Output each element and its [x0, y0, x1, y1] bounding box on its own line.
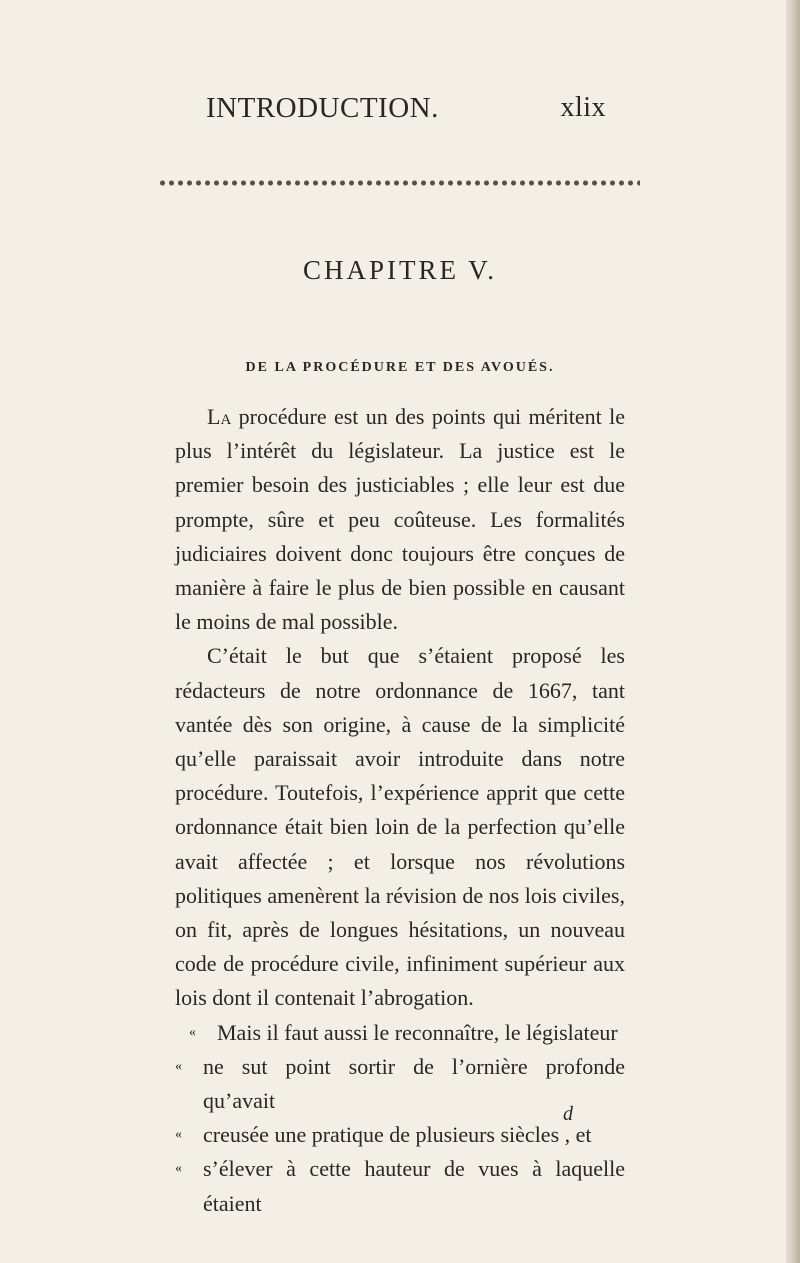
paragraph-lead: La	[207, 404, 232, 429]
paragraph	[175, 400, 625, 639]
quote-line	[175, 1050, 625, 1118]
chapter-subtitle: DE LA PROCÉDURE ET DES AVOUÉS.	[245, 360, 555, 375]
paragraph	[175, 639, 625, 1015]
quote-mark: «	[189, 1024, 196, 1040]
running-head-title: INTRODUCTION.	[206, 92, 439, 124]
page-edge	[786, 0, 800, 1263]
paragraph-text: procédure est un des points qui méritent le plus l’intérêt du législateur. La justice est le premier besoin des justiciables ; elle leur est due prompte, sûre et peu coûteuse. Les formalités judiciaires doivent donc toujours être conçues de manière à faire le plus de bien possible en causant le moins de mal possible.	[175, 404, 625, 635]
decorative-rule	[158, 178, 640, 188]
page-number: xlix	[560, 92, 606, 123]
quote-text: s’élever à cette hauteur de vues à laquelle étaient	[203, 1156, 625, 1216]
quote-mark: «	[175, 1161, 182, 1177]
quote-text: Mais il faut aussi le reconnaître, le législateur	[217, 1019, 618, 1045]
quotation	[175, 1016, 625, 1221]
quote-text: creusée une pratique de plusieurs siècles , et	[203, 1122, 592, 1148]
quote-mark: «	[175, 1058, 182, 1074]
quote-line	[175, 1118, 625, 1152]
running-head	[206, 92, 606, 125]
quote-text: ne sut point sortir de l’ornière profonde qu’avait	[203, 1053, 625, 1114]
quote-mark: «	[175, 1127, 182, 1143]
paragraph-text: C’était le but que s’étaient proposé les rédacteurs de notre ordonnance de 1667, tant vantée dès son origine, à cause de la simplicité qu’elle paraissait avoir introduite dans notre procédure. Toutefois, l’expérience apprit que cette ordonnance était bien loin de la perfection qu’elle avait affectée ; et lorsque nos révolutions politiques amenèrent la révision de nos lois civiles, on fit, après de longues hésitations, un nouveau code de procédure civile, infiniment supérieur aux lois dont il contenait l’abrogation.	[175, 643, 625, 1011]
quote-line	[175, 1016, 625, 1050]
body-text	[175, 400, 625, 1221]
quote-line	[175, 1152, 625, 1220]
chapter-title: CHAPITRE V.	[302, 255, 498, 285]
signature-mark: d	[563, 1103, 573, 1125]
